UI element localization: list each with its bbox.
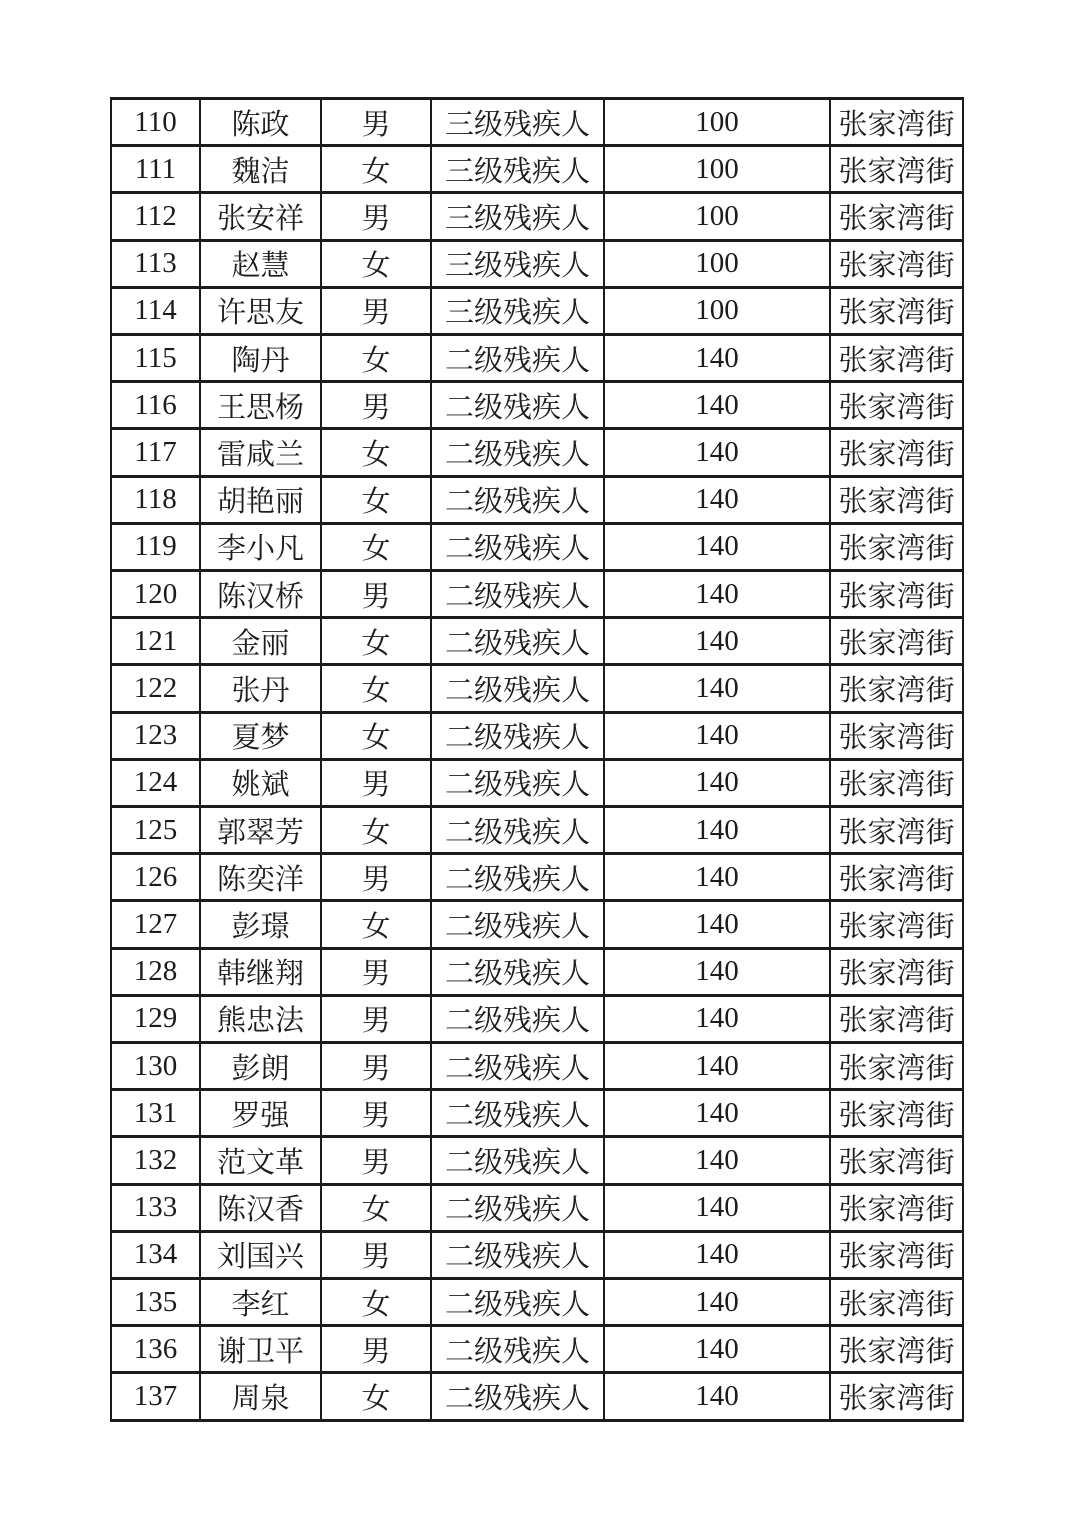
- cell-street: 张家湾街: [830, 146, 963, 193]
- cell-category: 三级残疾人: [431, 193, 604, 240]
- table-row: [111, 1279, 963, 1326]
- cell-gender: 男: [321, 1326, 431, 1373]
- cell-amount: 100: [604, 193, 830, 240]
- cell-gender: 女: [321, 240, 431, 287]
- cell-name: 李小凡: [200, 523, 321, 570]
- cell-amount: 140: [604, 712, 830, 759]
- cell-index: 125: [111, 807, 200, 854]
- cell-name: 赵慧: [200, 240, 321, 287]
- cell-gender: 女: [321, 712, 431, 759]
- cell-index: 115: [111, 335, 200, 382]
- cell-street: 张家湾街: [830, 1326, 963, 1373]
- cell-index: 135: [111, 1279, 200, 1326]
- cell-index: 118: [111, 476, 200, 523]
- cell-index: 116: [111, 382, 200, 429]
- table-row: [111, 807, 963, 854]
- cell-category: 二级残疾人: [431, 995, 604, 1042]
- cell-name: 周泉: [200, 1373, 321, 1421]
- table-row: [111, 759, 963, 806]
- cell-gender: 男: [321, 99, 431, 146]
- cell-index: 121: [111, 618, 200, 665]
- table-row: [111, 287, 963, 334]
- cell-street: 张家湾街: [830, 807, 963, 854]
- cell-street: 张家湾街: [830, 995, 963, 1042]
- cell-street: 张家湾街: [830, 901, 963, 948]
- cell-gender: 女: [321, 476, 431, 523]
- table-body: [111, 99, 963, 1421]
- cell-category: 二级残疾人: [431, 1231, 604, 1278]
- table-row: [111, 995, 963, 1042]
- table-row: [111, 335, 963, 382]
- cell-amount: 140: [604, 1231, 830, 1278]
- cell-category: 三级残疾人: [431, 146, 604, 193]
- cell-index: 133: [111, 1184, 200, 1231]
- cell-gender: 男: [321, 1231, 431, 1278]
- cell-category: 三级残疾人: [431, 287, 604, 334]
- cell-street: 张家湾街: [830, 759, 963, 806]
- cell-amount: 140: [604, 807, 830, 854]
- cell-category: 二级残疾人: [431, 665, 604, 712]
- table-row: [111, 1231, 963, 1278]
- cell-street: 张家湾街: [830, 523, 963, 570]
- table-row: [111, 618, 963, 665]
- cell-gender: 男: [321, 995, 431, 1042]
- cell-name: 谢卫平: [200, 1326, 321, 1373]
- cell-gender: 男: [321, 193, 431, 240]
- table-row: [111, 665, 963, 712]
- cell-index: 128: [111, 948, 200, 995]
- cell-category: 二级残疾人: [431, 759, 604, 806]
- cell-category: 二级残疾人: [431, 1279, 604, 1326]
- cell-gender: 男: [321, 382, 431, 429]
- table-row: [111, 523, 963, 570]
- cell-index: 111: [111, 146, 200, 193]
- cell-street: 张家湾街: [830, 1184, 963, 1231]
- cell-gender: 男: [321, 948, 431, 995]
- table-row: [111, 1043, 963, 1090]
- cell-name: 金丽: [200, 618, 321, 665]
- cell-category: 三级残疾人: [431, 240, 604, 287]
- cell-name: 韩继翔: [200, 948, 321, 995]
- table-row: [111, 1184, 963, 1231]
- table-row: [111, 1137, 963, 1184]
- cell-gender: 男: [321, 571, 431, 618]
- cell-street: 张家湾街: [830, 1090, 963, 1137]
- cell-amount: 140: [604, 382, 830, 429]
- cell-amount: 140: [604, 571, 830, 618]
- cell-gender: 女: [321, 1373, 431, 1421]
- cell-category: 二级残疾人: [431, 476, 604, 523]
- cell-gender: 女: [321, 523, 431, 570]
- cell-name: 雷咸兰: [200, 429, 321, 476]
- cell-name: 罗强: [200, 1090, 321, 1137]
- cell-category: 二级残疾人: [431, 854, 604, 901]
- cell-gender: 女: [321, 807, 431, 854]
- cell-category: 二级残疾人: [431, 429, 604, 476]
- cell-amount: 140: [604, 1326, 830, 1373]
- table-row: [111, 1373, 963, 1421]
- cell-gender: 女: [321, 618, 431, 665]
- cell-category: 二级残疾人: [431, 901, 604, 948]
- cell-index: 136: [111, 1326, 200, 1373]
- cell-street: 张家湾街: [830, 193, 963, 240]
- cell-index: 123: [111, 712, 200, 759]
- cell-amount: 140: [604, 523, 830, 570]
- cell-name: 王思杨: [200, 382, 321, 429]
- cell-street: 张家湾街: [830, 1043, 963, 1090]
- cell-index: 124: [111, 759, 200, 806]
- cell-street: 张家湾街: [830, 1279, 963, 1326]
- cell-amount: 140: [604, 854, 830, 901]
- cell-gender: 男: [321, 1043, 431, 1090]
- cell-index: 132: [111, 1137, 200, 1184]
- cell-amount: 100: [604, 146, 830, 193]
- cell-gender: 男: [321, 287, 431, 334]
- cell-street: 张家湾街: [830, 240, 963, 287]
- cell-amount: 140: [604, 948, 830, 995]
- cell-index: 114: [111, 287, 200, 334]
- cell-category: 二级残疾人: [431, 1373, 604, 1421]
- cell-amount: 100: [604, 240, 830, 287]
- cell-gender: 女: [321, 1279, 431, 1326]
- table-row: [111, 193, 963, 240]
- cell-index: 113: [111, 240, 200, 287]
- cell-gender: 女: [321, 429, 431, 476]
- cell-amount: 140: [604, 901, 830, 948]
- table-row: [111, 99, 963, 146]
- cell-amount: 140: [604, 995, 830, 1042]
- cell-street: 张家湾街: [830, 854, 963, 901]
- cell-name: 胡艳丽: [200, 476, 321, 523]
- table-row: [111, 146, 963, 193]
- cell-amount: 140: [604, 1373, 830, 1421]
- cell-street: 张家湾街: [830, 1373, 963, 1421]
- cell-name: 陈奕洋: [200, 854, 321, 901]
- cell-name: 陈汉香: [200, 1184, 321, 1231]
- cell-street: 张家湾街: [830, 618, 963, 665]
- cell-category: 三级残疾人: [431, 99, 604, 146]
- cell-name: 郭翠芳: [200, 807, 321, 854]
- cell-name: 张丹: [200, 665, 321, 712]
- cell-index: 120: [111, 571, 200, 618]
- cell-index: 129: [111, 995, 200, 1042]
- cell-amount: 140: [604, 429, 830, 476]
- cell-name: 陶丹: [200, 335, 321, 382]
- cell-gender: 女: [321, 1184, 431, 1231]
- cell-name: 彭璟: [200, 901, 321, 948]
- cell-category: 二级残疾人: [431, 335, 604, 382]
- table-row: [111, 854, 963, 901]
- cell-index: 134: [111, 1231, 200, 1278]
- table-row: [111, 712, 963, 759]
- cell-street: 张家湾街: [830, 335, 963, 382]
- cell-name: 熊忠法: [200, 995, 321, 1042]
- cell-gender: 男: [321, 759, 431, 806]
- cell-name: 许思友: [200, 287, 321, 334]
- table-row: [111, 571, 963, 618]
- cell-street: 张家湾街: [830, 287, 963, 334]
- cell-amount: 140: [604, 1184, 830, 1231]
- cell-category: 二级残疾人: [431, 807, 604, 854]
- table-row: [111, 901, 963, 948]
- cell-name: 陈政: [200, 99, 321, 146]
- cell-index: 119: [111, 523, 200, 570]
- cell-street: 张家湾街: [830, 712, 963, 759]
- table-row: [111, 476, 963, 523]
- cell-index: 137: [111, 1373, 200, 1421]
- table-row: [111, 240, 963, 287]
- beneficiary-table: [110, 97, 964, 1422]
- cell-category: 二级残疾人: [431, 1137, 604, 1184]
- cell-amount: 140: [604, 759, 830, 806]
- cell-index: 112: [111, 193, 200, 240]
- cell-category: 二级残疾人: [431, 1326, 604, 1373]
- cell-gender: 女: [321, 335, 431, 382]
- cell-name: 夏梦: [200, 712, 321, 759]
- cell-street: 张家湾街: [830, 429, 963, 476]
- cell-street: 张家湾街: [830, 1137, 963, 1184]
- cell-name: 范文革: [200, 1137, 321, 1184]
- cell-amount: 140: [604, 1137, 830, 1184]
- cell-name: 姚斌: [200, 759, 321, 806]
- cell-category: 二级残疾人: [431, 618, 604, 665]
- cell-street: 张家湾街: [830, 948, 963, 995]
- cell-category: 二级残疾人: [431, 382, 604, 429]
- cell-category: 二级残疾人: [431, 948, 604, 995]
- cell-gender: 女: [321, 901, 431, 948]
- cell-index: 126: [111, 854, 200, 901]
- cell-amount: 100: [604, 287, 830, 334]
- cell-name: 张安祥: [200, 193, 321, 240]
- cell-street: 张家湾街: [830, 571, 963, 618]
- cell-index: 117: [111, 429, 200, 476]
- cell-gender: 女: [321, 146, 431, 193]
- cell-name: 彭朗: [200, 1043, 321, 1090]
- cell-gender: 男: [321, 1090, 431, 1137]
- cell-amount: 140: [604, 335, 830, 382]
- table-row: [111, 1090, 963, 1137]
- cell-category: 二级残疾人: [431, 1090, 604, 1137]
- table-row: [111, 1326, 963, 1373]
- cell-street: 张家湾街: [830, 665, 963, 712]
- cell-amount: 100: [604, 99, 830, 146]
- cell-index: 122: [111, 665, 200, 712]
- cell-category: 二级残疾人: [431, 712, 604, 759]
- cell-amount: 140: [604, 618, 830, 665]
- cell-gender: 男: [321, 854, 431, 901]
- cell-amount: 140: [604, 1279, 830, 1326]
- cell-street: 张家湾街: [830, 1231, 963, 1278]
- cell-index: 127: [111, 901, 200, 948]
- cell-street: 张家湾街: [830, 476, 963, 523]
- cell-index: 131: [111, 1090, 200, 1137]
- cell-name: 刘国兴: [200, 1231, 321, 1278]
- cell-gender: 男: [321, 1137, 431, 1184]
- cell-category: 二级残疾人: [431, 571, 604, 618]
- cell-name: 李红: [200, 1279, 321, 1326]
- cell-index: 110: [111, 99, 200, 146]
- table-row: [111, 429, 963, 476]
- cell-category: 二级残疾人: [431, 523, 604, 570]
- cell-amount: 140: [604, 1090, 830, 1137]
- table-row: [111, 382, 963, 429]
- table-row: [111, 948, 963, 995]
- cell-name: 魏洁: [200, 146, 321, 193]
- cell-name: 陈汉桥: [200, 571, 321, 618]
- cell-gender: 女: [321, 665, 431, 712]
- cell-index: 130: [111, 1043, 200, 1090]
- cell-street: 张家湾街: [830, 99, 963, 146]
- cell-amount: 140: [604, 665, 830, 712]
- cell-category: 二级残疾人: [431, 1184, 604, 1231]
- cell-amount: 140: [604, 476, 830, 523]
- cell-category: 二级残疾人: [431, 1043, 604, 1090]
- cell-amount: 140: [604, 1043, 830, 1090]
- cell-street: 张家湾街: [830, 382, 963, 429]
